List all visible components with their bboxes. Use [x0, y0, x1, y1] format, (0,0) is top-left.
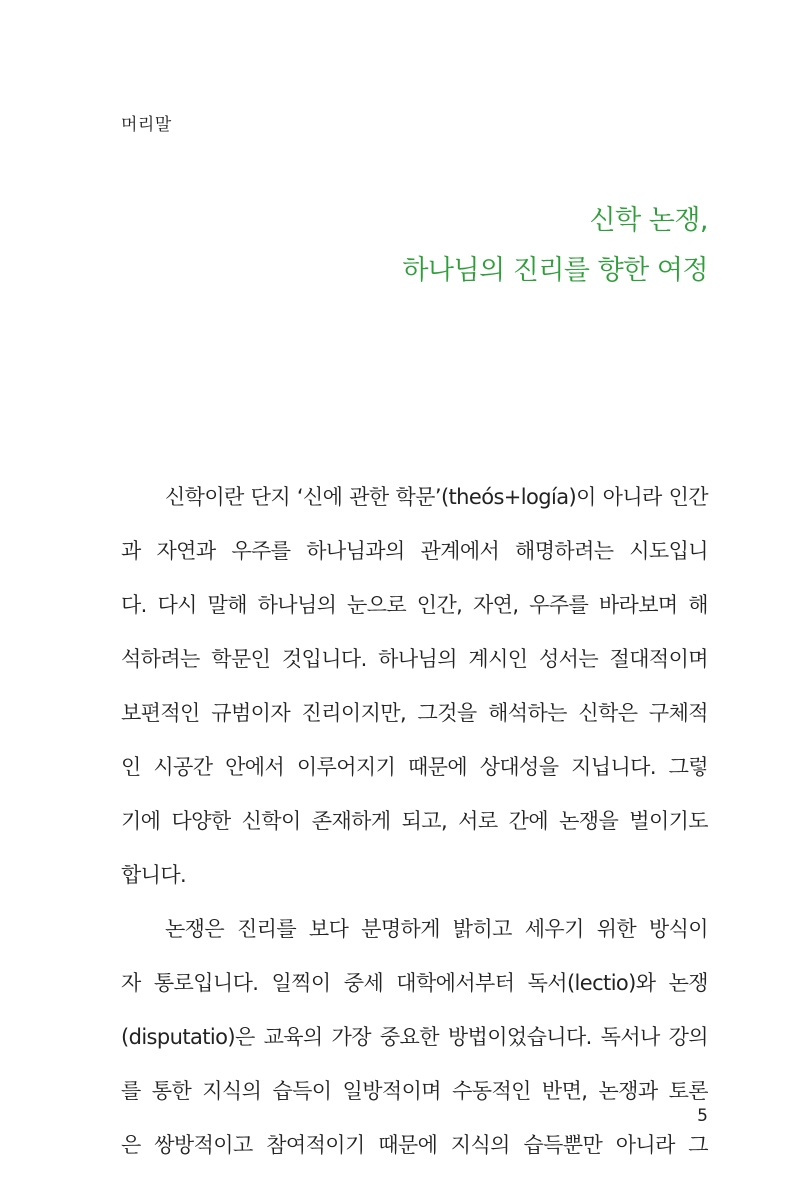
paragraph-2-line: 논쟁은 진리를 보다 분명하게 밝히고 세우기 위한 방식이 — [165, 917, 708, 941]
paragraph-1-line: 석하려는 학문인 것입니다. 하나님의 계시인 성서는 절대적이며 — [121, 647, 708, 671]
page-number: 5 — [697, 1106, 708, 1126]
paragraph-1-line: 과 자연과 우주를 하나님과의 관계에서 해명하려는 시도입니 — [121, 539, 708, 563]
paragraph-2-line: 를 통한 지식의 습득이 일방적이며 수동적인 반면, 논쟁과 토론 — [121, 1079, 708, 1103]
paragraph-1-line: 보편적인 규범이자 진리이지만, 그것을 해석하는 신학은 구체적 — [121, 701, 708, 725]
paragraph-2-line: (disputatio)은 교육의 가장 중요한 방법이었습니다. 독서나 강의 — [121, 1025, 708, 1049]
body-text — [121, 470, 708, 1172]
paragraph-2-line: 은 쌍방적이고 참여적이기 때문에 지식의 습득뿐만 아니라 그 — [121, 1133, 708, 1157]
chapter-title-line-2: 하나님의 진리를 향한 여정 — [402, 255, 708, 286]
paragraph-1-line: 기에 다양한 신학이 존재하게 되고, 서로 간에 논쟁을 벌이기도 — [121, 809, 708, 833]
running-head: 머리말 — [121, 115, 172, 135]
paragraph-1-line: 다. 다시 말해 하나님의 눈으로 인간, 자연, 우주를 바라보며 해 — [121, 593, 708, 617]
paragraph-1-line: 합니다. — [121, 863, 187, 887]
chapter-title — [402, 196, 708, 296]
paragraph-1-line: 신학이란 단지 ‘신에 관한 학문’(theós+logía)이 아니라 인간 — [165, 485, 708, 509]
paragraph-2-line: 자 통로입니다. 일찍이 중세 대학에서부터 독서(lectio)와 논쟁 — [121, 971, 708, 995]
chapter-title-line-1: 신학 논쟁, — [589, 205, 708, 236]
paragraph-1-line: 인 시공간 안에서 이루어지기 때문에 상대성을 지닙니다. 그렇 — [121, 755, 708, 779]
